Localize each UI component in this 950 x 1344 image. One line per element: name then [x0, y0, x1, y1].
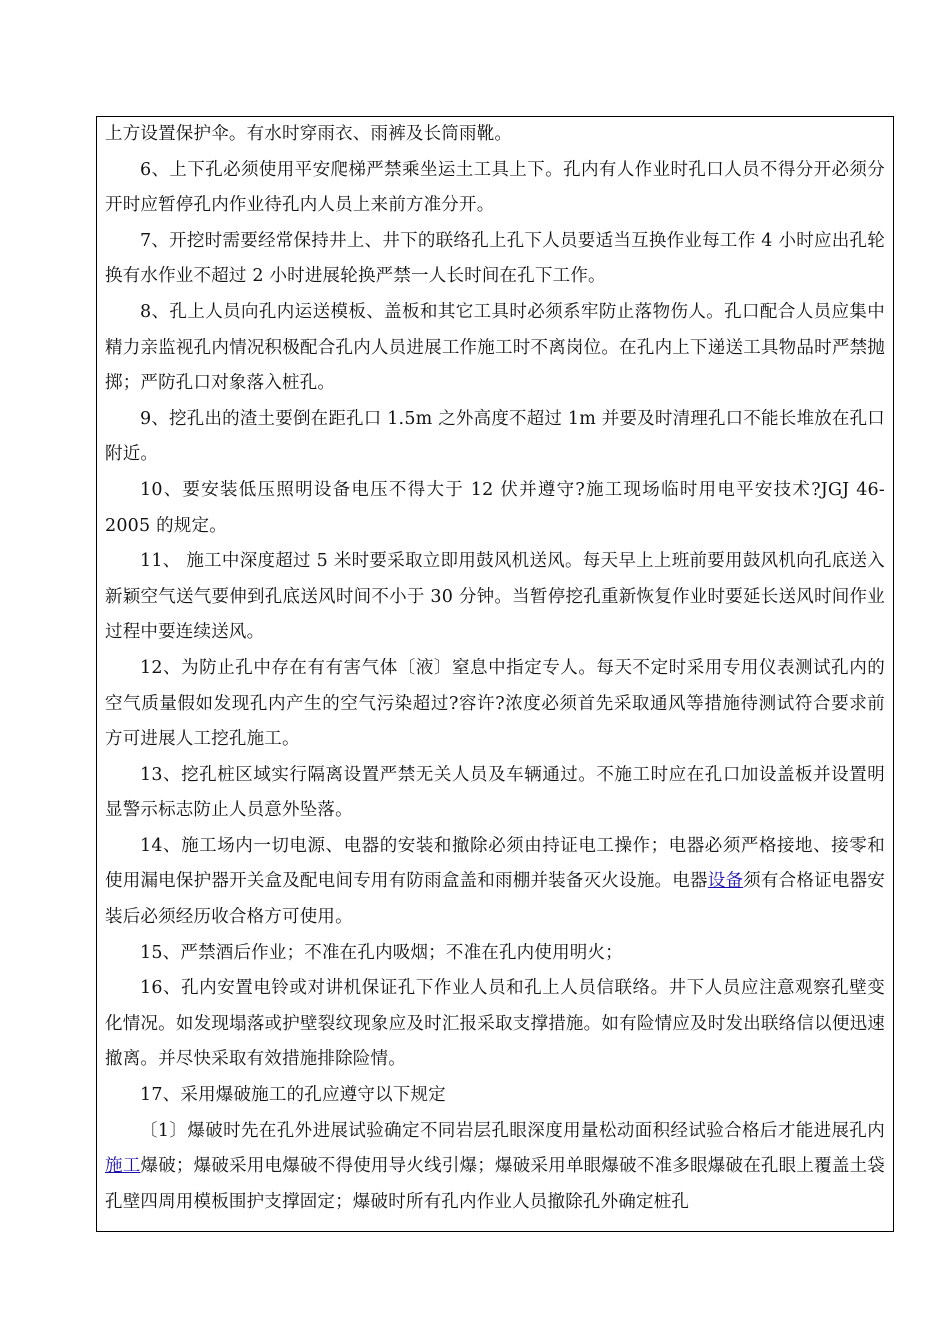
- paragraph-item-13: 13、挖孔桩区域实行隔离设置严禁无关人员及车辆通过。不施工时应在孔口加设盖板并设置明显警示标志防止人员意外坠落。: [105, 764, 885, 821]
- document-table-cell: [96, 116, 894, 1232]
- construction-link[interactable]: 施工: [105, 1156, 141, 1177]
- paragraph-item-7: 7、开挖时需要经常保持井上、井下的联络孔上孔下人员要适当互换作业每工作 4 小时应出孔轮换有水作业不超过 2 小时进展轮换严禁一人长时间在孔下工作。: [105, 230, 885, 287]
- paragraph-item-14: [105, 829, 885, 936]
- document-body: [105, 117, 885, 1220]
- paragraph-continuation: 上方设置保护伞。有水时穿雨衣、雨裤及长筒雨靴。: [105, 124, 513, 144]
- paragraph-item-6: 6、上下孔必须使用平安爬梯严禁乘坐运土工具上下。孔内有人作业时孔口人员不得分开必须分开时应暂停孔内作业待孔内人员上来前方准分开。: [105, 159, 885, 216]
- paragraph-item-15: 15、严禁酒后作业；不准在孔内吸烟；不准在孔内使用明火；: [140, 942, 623, 963]
- paragraph-item-8: 8、孔上人员向孔内运送模板、盖板和其它工具时必须系牢防止落物伤人。孔口配合人员应集中精力亲监视孔内情况积极配合孔内人员进展工作施工时不离岗位。在孔内上下递送工具物品时严禁抛掷；严防孔口对象落入桩孔。: [105, 301, 885, 394]
- paragraph-item-9: 9、挖孔出的渣土要倒在距孔口 1.5m 之外高度不超过 1m 并要及时清理孔口不能长堆放在孔口附近。: [105, 408, 885, 465]
- paragraph-text: 14、施工场内一切电源、电器的安装和撤除必须由持证电工操作；电器必须严格接地、接零和使用漏电保护器开关盒及配电间专用有防雨盒盖和雨棚并装备灭火设施。电器: [105, 835, 885, 892]
- paragraph-item-11: 11、 施工中深度超过 5 米时要采取立即用鼓风机送风。每天早上上班前要用鼓风机向孔底送入新颖空气送气要伸到孔底送风时间不小于 30 分钟。当暂停挖孔重新恢复作业时要延长送风时间作业过程中要连续送风。: [105, 551, 885, 643]
- equipment-link[interactable]: 设备: [707, 871, 744, 892]
- paragraph-item-10: 10、要安装低压照明设备电压不得大于 12 伏并遵守?施工现场临时用电平安技术?JGJ 46-2005 的规定。: [105, 479, 885, 536]
- paragraph-item-17: 17、采用爆破施工的孔应遵守以下规定: [140, 1085, 446, 1106]
- paragraph-text: 须有合格证电器安装后必须经历收合格方可使用。: [105, 871, 885, 928]
- paragraph-item-16: 16、孔内安置电铃或对讲机保证孔下作业人员和孔上人员信联络。井下人员应注意观察孔壁变化情况。如发现塌落或护壁裂纹现象应及时汇报采取支撑措施。如有险情应及时发出联络信以便迅速撤离。并尽快采取有效措施排除险情。: [105, 978, 885, 1070]
- paragraph-text: 〔1〕爆破时先在孔外进展试验确定不同岩层孔眼深度用量松动面积经试验合格后才能进展孔内: [140, 1120, 885, 1141]
- paragraph-text: 爆破；爆破采用电爆破不得使用导火线引爆；爆破采用单眼爆破不准多眼爆破在孔眼上覆盖土袋孔壁四周用模板围护支撑固定；爆破时所有孔内作业人员撤除孔外确定桩孔: [105, 1156, 885, 1212]
- paragraph-item-17-1: [105, 1114, 885, 1221]
- paragraph-item-12: 12、为防止孔中存在有有害气体〔液〕窒息中指定专人。每天不定时采用专用仪表测试孔内的空气质量假如发现孔内产生的空气污染超过?容许?浓度必须首先采取通风等措施待测试符合要求前方可进展人工挖孔施工。: [105, 657, 885, 750]
